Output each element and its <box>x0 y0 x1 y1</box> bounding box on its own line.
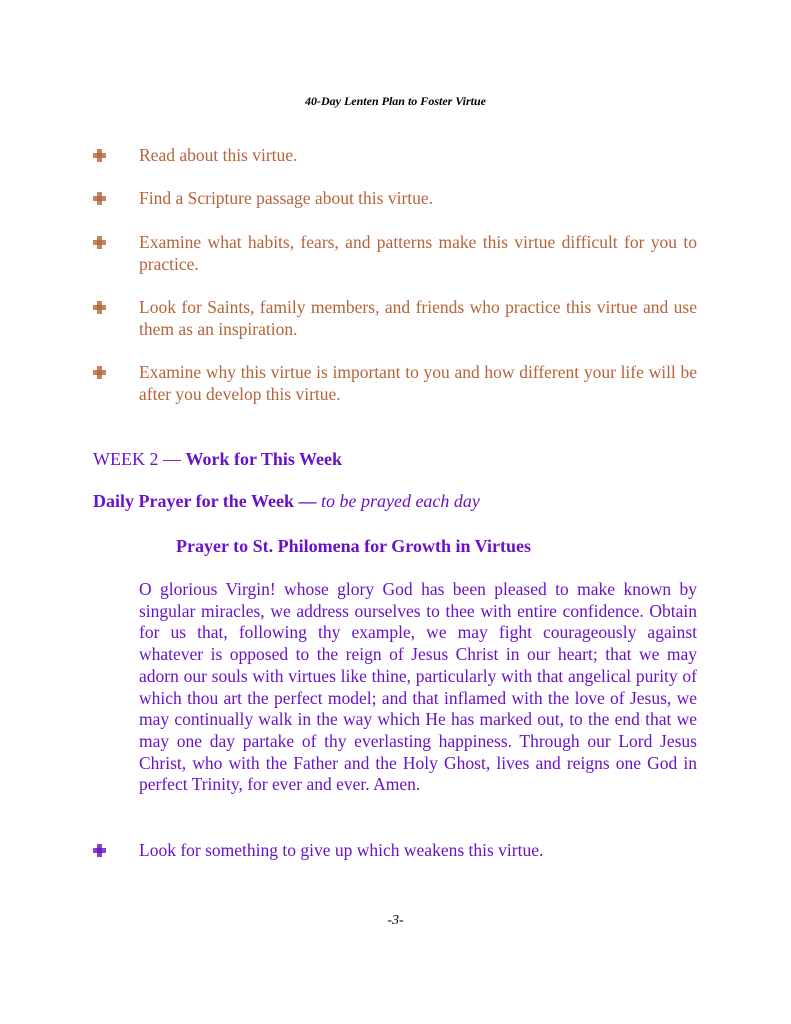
list-item: Read about this virtue. <box>93 144 697 166</box>
list-item: Find a Scripture passage about this virtue. <box>93 187 697 209</box>
page-number: -3- <box>387 913 404 928</box>
cross-icon <box>93 236 106 249</box>
running-header: 40-Day Lenten Plan to Foster Virtue <box>304 94 486 108</box>
list-item: Examine why this virtue is important to you and how different your life will be after you develop this virtue. <box>93 361 697 405</box>
cross-icon <box>93 301 106 314</box>
prayer-title: Prayer to St. Philomena for Growth in Virtues <box>176 536 531 556</box>
cross-icon <box>93 366 106 379</box>
prayer-body: O glorious Virgin! whose glory God has been pleased to make known by singular miracles, we address ourselves to thee with entire confidence. Obtain for us that, following thy example, we may fight courageously against whatever is opposed to the reign of Jesus Christ in our heart; that we may adorn our souls with virtues like thine, particularly with that angelical purity of which thou art the perfect model; and that inflamed with the love of Jesus, we may continually walk in the way which He has marked out, to the end that we may one day partake of thy everlasting happiness. Through our Lord Jesus Christ, who with the Father and the Holy Ghost, lives and reigns one God in perfect Trinity, for ever and ever. Amen. <box>139 579 697 795</box>
list-item: Look for Saints, family members, and friends who practice this virtue and use them as an inspiration. <box>93 296 697 340</box>
cross-icon <box>93 149 106 162</box>
list-item: Examine what habits, fears, and patterns make this virtue difficult for you to practice. <box>93 231 697 275</box>
cross-icon <box>93 844 106 857</box>
list-item: Look for something to give up which weakens this virtue. <box>93 839 697 861</box>
daily-prayer-heading: Daily Prayer for the Week — to be prayed each day <box>93 491 480 511</box>
cross-icon <box>93 192 106 205</box>
week-heading: WEEK 2 — Work for This Week <box>93 449 343 469</box>
